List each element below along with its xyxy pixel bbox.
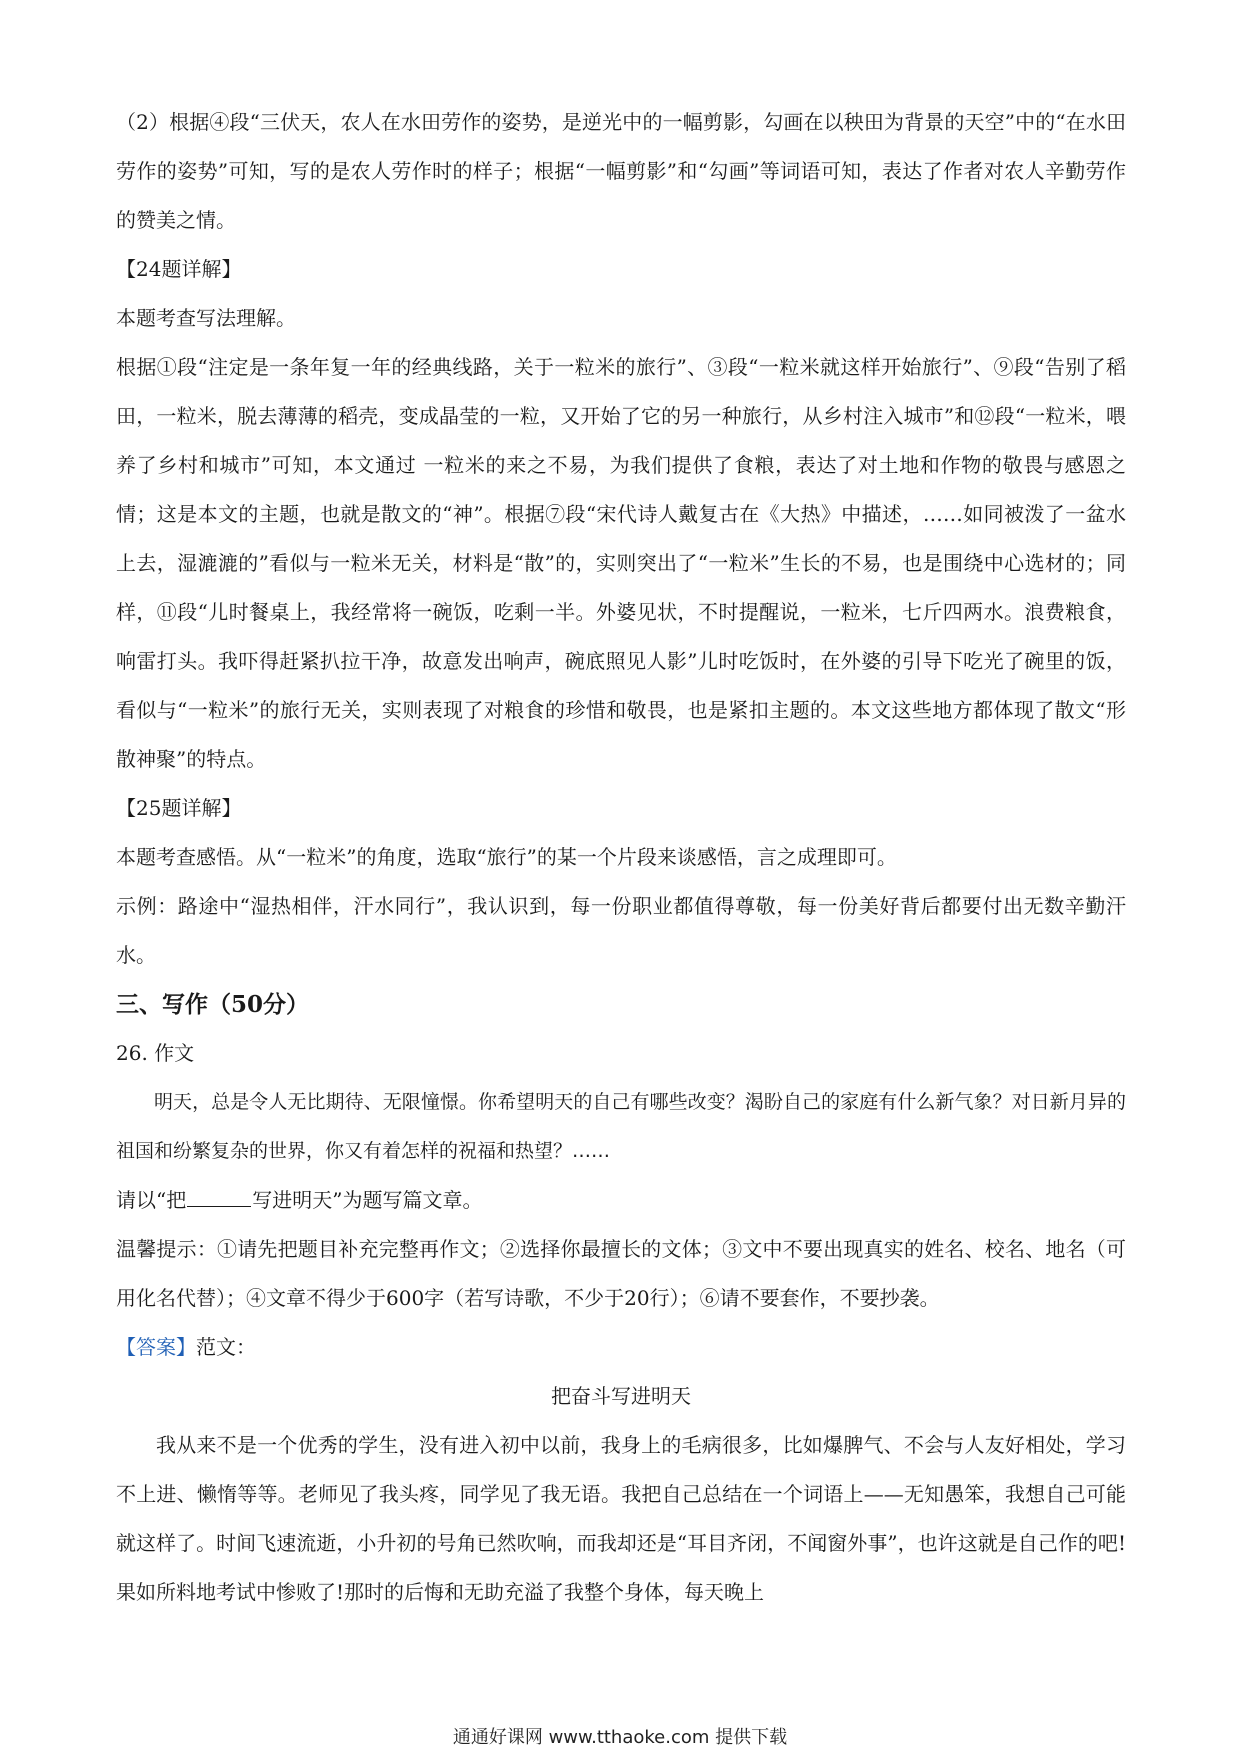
q24-explanation: 根据①段“注定是一条年复一年的经典线路，关于一粒米的旅行”、③段“一粒米就这样开始旅行”、⑨段“告别了稻田，一粒米，脱去薄薄的稻壳，变成晶莹的一粒，又开始了它的另一种旅行，从乡村注入城市”和⑫段“一粒米，喂养了乡村和城市”可知，本文通过 一粒米的来之不易，为我们提供了食粮，表达了对土地和作物的敬畏与感恩之情；这是本文的主题，也就是散文的“神”。根据⑦段“宋代诗人戴复古在《大热》中描述，……如同被泼了一盆水上去，湿漉漉的”看似与一粒米无关，材料是“散”的，实则突出了“一粒米”生长的不易，也是围绕中心选材的；同样，⑪段“儿时餐桌上，我经常将一碗饭，吃剩一半。外婆见状，不时提醒说，一粒米，七斤四两水。浪费粮食，响雷打头。我吓得赶紧扒拉干净，故意发出响声，碗底照见人影”儿时吃饭时，在外婆的引导下吃光了碗里的饭，看似与“一粒米”的旅行无关，实则表现了对粮食的珍惜和敬畏，也是紧扣主题的。本文这些地方都体现了散文“形散神聚”的特点。 — [116, 355, 1126, 771]
q26-prompt: 明天，总是令人无比期待、无限憧憬。你希望明天的自己有哪些改变？渴盼自己的家庭有什么新气象？对日新月异的祖国和纷繁复杂的世界，你又有着怎样的祝福和热望？…… — [116, 1091, 1126, 1162]
q24-heading: 【24题详解】 — [116, 257, 242, 281]
answer-label: 范文： — [196, 1335, 256, 1359]
q26-title-instruction — [116, 1176, 1126, 1225]
page-footer: 通通好课网 www.tthaoke.com 提供下载 — [452, 1727, 788, 1748]
q25-intro: 本题考查感悟。从“一粒米”的角度，选取“旅行”的某一个片段来谈感悟，言之成理即可。 — [116, 845, 897, 869]
q24-intro: 本题考查写法理解。 — [116, 306, 296, 330]
q25-heading: 【25题详解】 — [116, 796, 242, 820]
section-3-heading: 三、写作（50分） — [116, 991, 310, 1018]
answer-tag: 【答案】 — [116, 1335, 196, 1359]
document-body — [116, 98, 1126, 1617]
essay-title: 把奋斗写进明天 — [551, 1384, 691, 1408]
q26-title-after: 写进明天”为题写篇文章。 — [252, 1188, 483, 1212]
essay-paragraph: 我从来不是一个优秀的学生，没有进入初中以前，我身上的毛病很多，比如爆脾气、不会与人友好相处，学习不上进、懒惰等等。老师见了我头疼，同学见了我无语。我把自己总结在一个词语上——无知愚笨，我想自己可能就这样了。时间飞速流逝，小升初的号角已然吹响，而我却还是“耳目齐闭，不闻窗外事”，也许这就是自己作的吧!果如所料地考试中惨败了!那时的后悔和无助充溢了我整个身体，每天晚上 — [116, 1433, 1126, 1604]
answer-line — [116, 1323, 1126, 1372]
q26-title-before: 请以“把 — [116, 1188, 187, 1212]
q26-tips: 温馨提示：①请先把题目补充完整再作文；②选择你最擅长的文体；③文中不要出现真实的姓名、校名、地名（可用化名代替）；④文章不得少于600字（若写诗歌，不少于20行）；⑥请不要套作，不要抄袭。 — [116, 1237, 1126, 1310]
title-blank — [187, 1186, 251, 1207]
q25-example: 示例：路途中“湿热相伴，汗水同行”，我认识到，每一份职业都值得尊敬，每一份美好背后都要付出无数辛勤汗水。 — [116, 894, 1126, 967]
q23-part2-paragraph: （2）根据④段“三伏天，农人在水田劳作的姿势，是逆光中的一幅剪影，勾画在以秧田为背景的天空”中的“在水田劳作的姿势”可知，写的是农人劳作时的样子；根据“一幅剪影”和“勾画”等词语可知，表达了作者对农人辛勤劳作的赞美之情。 — [116, 110, 1126, 232]
q26-label: 26. 作文 — [116, 1041, 195, 1065]
